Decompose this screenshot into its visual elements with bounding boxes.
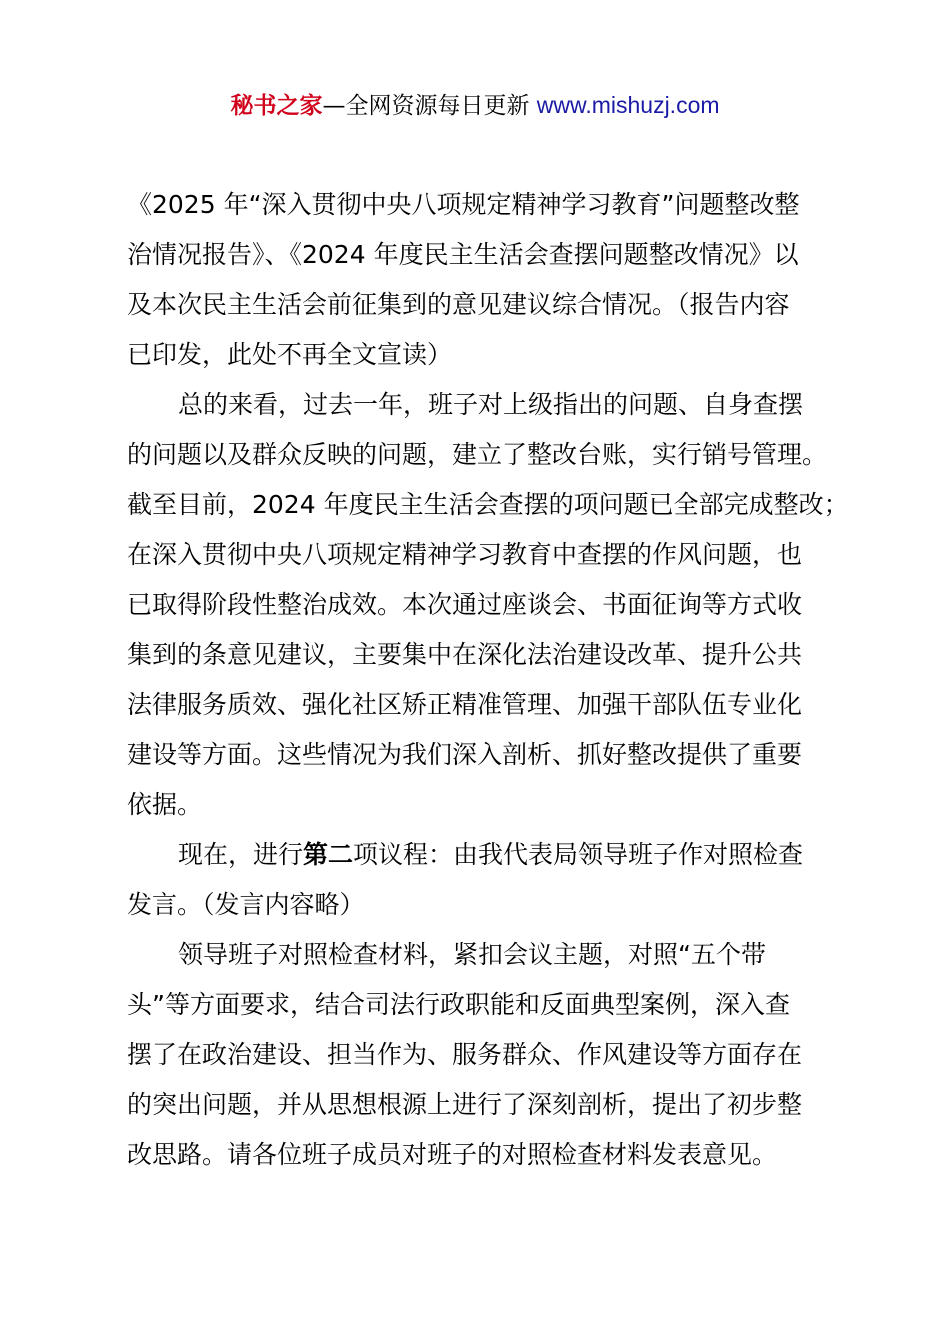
- text-line: 及本次民主生活会前征集到的意见建议综合情况。（报告内容: [127, 290, 790, 319]
- text-line: 的突出问题，并从思想根源上进行了深刻剖析，提出了初步整: [127, 1090, 803, 1119]
- text-line: 治情况报告》、《2024 年度民主生活会查摆问题整改情况》以: [127, 240, 799, 269]
- agenda-item-number: 第二: [303, 840, 354, 869]
- agenda-prefix: 现在，进行: [178, 840, 304, 869]
- text-line: 摆了在政治建设、担当作为、服务群众、作风建设等方面存在: [127, 1040, 803, 1069]
- agenda-suffix: 项议程：由我代表局领导班子作对照检查: [353, 840, 804, 869]
- brand-name: 秘书之家: [230, 93, 323, 119]
- text-line: 总的来看，过去一年，班子对上级指出的问题、自身查摆: [178, 390, 804, 419]
- text-line: 截至目前，2024 年度民主生活会查摆的项问题已全部完成整改；: [127, 490, 849, 519]
- text-line: 已取得阶段性整治成效。本次通过座谈会、书面征询等方式收: [127, 590, 803, 619]
- text-line: 依据。: [127, 790, 203, 819]
- page-header: [0, 88, 950, 123]
- text-line: 法律服务质效、强化社区矫正精准管理、加强干部队伍专业化: [127, 690, 803, 719]
- text-line: 发言。（发言内容略）: [127, 890, 365, 919]
- header-url-link[interactable]: www.mishuzj.com: [536, 92, 720, 118]
- text-line: 领导班子对照检查材料，紧扣会议主题，对照“五个带: [178, 940, 766, 969]
- text-line: 建设等方面。这些情况为我们深入剖析、抓好整改提供了重要: [127, 740, 803, 769]
- text-line: 头”等方面要求，结合司法行政职能和反面典型案例，深入查: [127, 990, 790, 1019]
- agenda-line: [127, 830, 837, 880]
- text-line: 在深入贯彻中央八项规定精神学习教育中查摆的作风问题，也: [127, 540, 803, 569]
- header-tagline: —全网资源每日更新: [322, 93, 537, 119]
- document-body: [127, 180, 849, 1180]
- text-line: 已印发，此处不再全文宣读）: [127, 340, 453, 369]
- text-line: 《2025 年“深入贯彻中央八项规定精神学习教育”问题整改整: [127, 190, 800, 219]
- text-line: 改思路。请各位班子成员对班子的对照检查材料发表意见。: [127, 1140, 778, 1169]
- text-line: 的问题以及群众反映的问题，建立了整改台账，实行销号管理。: [127, 440, 828, 469]
- text-line: 集到的条意见建议，主要集中在深化法治建设改革、提升公共: [127, 640, 803, 669]
